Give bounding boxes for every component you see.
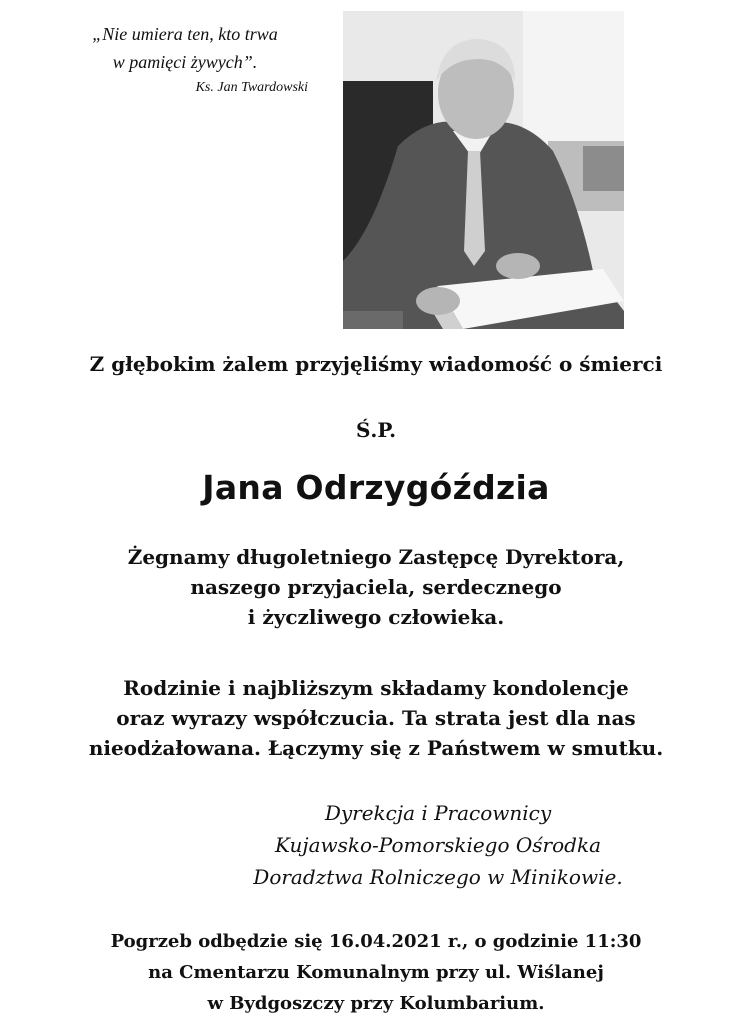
signature-line-3: Doradztwa Rolniczego w Minikowie. — [253, 865, 623, 889]
farewell-line-1: Żegnamy długoletniego Zastępcę Dyrektora, — [127, 545, 625, 569]
condolences-paragraph — [0, 673, 752, 763]
quote-author: Ks. Jan Twardowski — [195, 80, 308, 95]
prefix-sp: Ś.P. — [355, 418, 397, 442]
quote-block — [60, 20, 310, 96]
funeral-line-3: w Bydgoszczy przy Kolumbarium. — [207, 993, 545, 1014]
condolences-line-1: Rodzinie i najbliższym składamy kondolencje — [123, 676, 629, 700]
funeral-line-1: Pogrzeb odbędzie się 16.04.2021 r., o godzinie 11:30 — [110, 931, 642, 952]
quote-text-line-1: „Nie umiera ten, kto trwa — [92, 24, 278, 44]
signature-line-2: Kujawsko-Pomorskiego Ośrodka — [275, 833, 601, 857]
signature-line-1: Dyrekcja i Pracownicy — [324, 801, 552, 825]
condolences-line-2: oraz wyrazy współczucia. Ta strata jest dla nas — [116, 706, 636, 730]
farewell-paragraph — [0, 542, 752, 632]
funeral-info — [0, 926, 752, 1019]
intro-text: Z głębokim żalem przyjęliśmy wiadomość o śmierci — [89, 352, 663, 376]
portrait-illustration — [343, 11, 624, 329]
funeral-line-2: na Cmentarzu Komunalnym przy ul. Wiślanej — [148, 962, 604, 983]
condolences-line-3: nieodżałowana. Łączymy się z Państwem w smutku. — [88, 736, 664, 760]
quote-text-line-2: w pamięci żywych”. — [112, 52, 258, 72]
signature-block — [198, 797, 678, 893]
farewell-line-2: naszego przyjaciela, serdecznego — [190, 575, 562, 599]
deceased-name: Jana Odrzygóździa — [202, 468, 550, 507]
portrait-photo — [343, 11, 624, 329]
farewell-line-3: i życzliwego człowieka. — [247, 605, 505, 629]
